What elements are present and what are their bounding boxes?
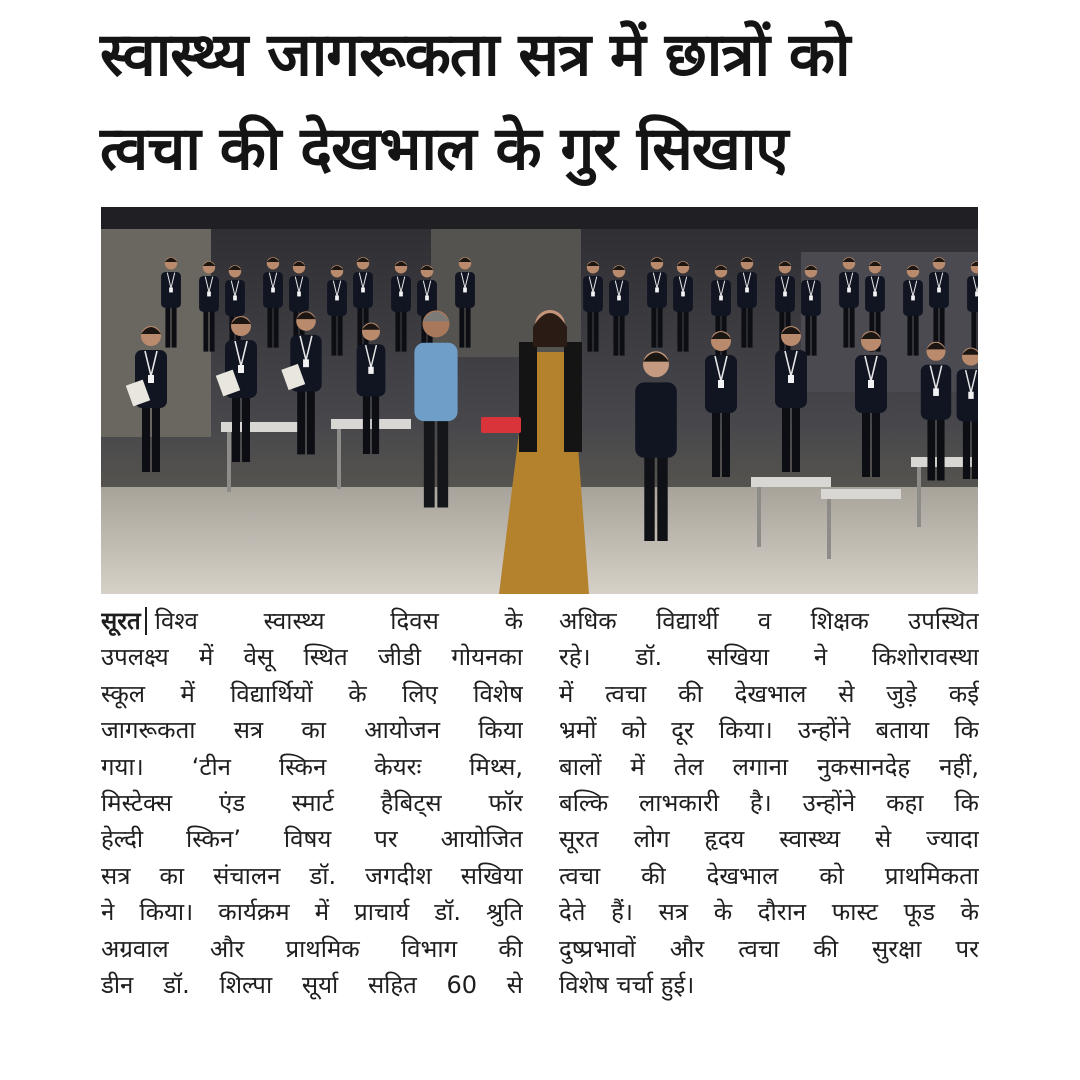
id-card (745, 287, 749, 292)
person-leg (805, 312, 810, 355)
id-card (655, 287, 659, 292)
person-leg (684, 308, 689, 351)
article-line: में त्वचा की देखभाल से जुड़े कई (559, 679, 979, 708)
person-leg (172, 304, 177, 347)
person-leg (242, 392, 250, 462)
desk-leg (917, 467, 921, 527)
person-leg (274, 304, 279, 347)
id-card (719, 295, 723, 300)
jacket-left (519, 342, 537, 452)
id-card (847, 287, 851, 292)
person-leg (843, 304, 848, 347)
id-card (788, 375, 794, 383)
id-card (873, 291, 877, 296)
person-leg (644, 450, 654, 541)
person-leg (862, 407, 870, 477)
article-line: सूरत लोग हृदय स्वास्थ्य से ज्यादा (559, 825, 979, 854)
article-line: उपलक्ष्य में वेसू स्थित जीडी गोयनका (101, 643, 523, 672)
news-photo (101, 207, 978, 594)
person-leg (872, 407, 880, 477)
dateline: सूरत (101, 607, 147, 635)
person-leg (357, 304, 362, 347)
person-leg (741, 304, 746, 347)
article-line: मिस्टेक्स एंड स्मार्ट हैबिट्स फॉर (101, 789, 523, 818)
photo-wall-panel (801, 252, 978, 392)
article-line: अधिक विद्यार्थी व शिक्षक उपस्थित (559, 607, 979, 635)
person-leg (937, 414, 945, 481)
id-card (718, 380, 724, 388)
desk (821, 489, 901, 499)
id-card (591, 291, 595, 296)
article-line-text: विश्व स्वास्थ्य दिवस के (154, 607, 523, 635)
photo-ceiling (101, 207, 978, 229)
person-leg (267, 304, 272, 347)
person-leg (307, 386, 315, 455)
article-line: सत्र का संचालन डॉ. जगदीश सखिया (101, 861, 523, 890)
person-leg (363, 391, 370, 454)
person-leg (594, 308, 599, 351)
person-leg (748, 304, 753, 347)
jacket-right (564, 342, 582, 452)
article-line: बालों में तेल लगाना नुकसानदेह नहीं, (559, 752, 979, 781)
person-leg (712, 407, 720, 477)
id-card (783, 291, 787, 296)
person-leg (142, 402, 150, 472)
person-leg (297, 386, 305, 455)
article-line (101, 603, 523, 639)
id-card (368, 367, 373, 374)
id-card (933, 388, 939, 396)
article-line: देते हैं। सत्र के दौरान फास्ट फूड के (559, 898, 979, 927)
id-card (617, 295, 621, 300)
person-leg (459, 304, 464, 347)
id-card (233, 295, 237, 300)
id-card (335, 295, 339, 300)
id-card (271, 287, 275, 292)
person-torso (414, 343, 457, 421)
article-line: त्वचा की देखभाल को प्राथमिकता (559, 861, 979, 890)
id-card (868, 380, 874, 388)
person-leg (907, 312, 912, 355)
person-leg (331, 312, 336, 355)
person-leg (850, 304, 855, 347)
desk (751, 477, 831, 487)
id-card (975, 291, 978, 296)
id-card (169, 287, 173, 292)
id-card (399, 291, 403, 296)
gift-box (481, 417, 521, 433)
person-leg (914, 312, 919, 355)
article-line: रहे। डॉ. सखिया ने किशोरावस्था (559, 643, 979, 672)
id-card (303, 359, 309, 367)
person-leg (927, 414, 935, 481)
person-leg (424, 413, 435, 508)
person-leg (203, 308, 208, 351)
article-column-right (559, 603, 979, 1003)
article-column-left (101, 603, 523, 1003)
desk-leg (337, 429, 341, 489)
article-line: डीन डॉ. शिल्पा सूर्या सहित 60 से (101, 971, 523, 1000)
id-card (463, 287, 467, 292)
person-leg (613, 312, 618, 355)
id-card (148, 375, 154, 383)
id-card (238, 365, 244, 373)
article-line: भ्रमों को दूर किया। उन्होंने बताया कि (559, 716, 979, 745)
headline (100, 8, 980, 196)
person-leg (658, 304, 663, 347)
article-line: हेल्दी स्किन’ विषय पर आयोजित (101, 825, 523, 854)
id-card (809, 295, 813, 300)
article-line: जागरूकता सत्र का आयोजन किया (101, 716, 523, 745)
person-torso (635, 382, 677, 457)
desk-leg (827, 499, 831, 559)
person-leg (940, 304, 945, 347)
person-leg (152, 402, 160, 472)
id-card (968, 392, 973, 399)
person-leg (466, 304, 471, 347)
person-leg (657, 450, 667, 541)
person-leg (677, 308, 682, 351)
person-leg (338, 312, 343, 355)
id-card (207, 291, 211, 296)
desk-leg (227, 432, 231, 492)
article-line: बल्कि लाभकारी है। उन्होंने कहा कि (559, 789, 979, 818)
desk (331, 419, 411, 429)
person-leg (963, 416, 970, 479)
article-line: गया। ‘टीन स्किन केयरः मिथ्स, (101, 752, 523, 781)
person-leg (232, 392, 240, 462)
person-leg (395, 308, 400, 351)
person-leg (722, 407, 730, 477)
desk-leg (757, 487, 761, 547)
person-leg (210, 308, 215, 351)
person-leg (971, 308, 976, 351)
person-leg (812, 312, 817, 355)
id-card (911, 295, 915, 300)
person-leg (402, 308, 407, 351)
article-line: अग्रवाल और प्राथमिक विभाग की (101, 934, 523, 963)
id-card (937, 287, 941, 292)
person-leg (792, 402, 800, 472)
article-line: विशेष चर्चा हुई। (559, 971, 695, 1000)
person-leg (620, 312, 625, 355)
person-leg (165, 304, 170, 347)
person-leg (437, 413, 448, 508)
id-card (297, 291, 301, 296)
person-leg (782, 402, 790, 472)
group-photo-illustration (101, 207, 978, 594)
article-line: दुष्प्रभावों और त्वचा की सुरक्षा पर (559, 934, 979, 963)
person-leg (651, 304, 656, 347)
article-line: ने किया। कार्यक्रम में प्राचार्य डॉ. श्रुति (101, 898, 523, 927)
headline-line-2: त्वचा की देखभाल के गुर सिखाए (100, 114, 788, 184)
article-line: स्कूल में विद्यार्थियों के लिए विशेष (101, 679, 523, 708)
headline-line-1: स्वास्थ्य जागरूकता सत्र में छात्रों को (100, 20, 850, 90)
person-leg (372, 391, 379, 454)
person-leg (587, 308, 592, 351)
person-leg (933, 304, 938, 347)
id-card (425, 295, 429, 300)
id-card (361, 287, 365, 292)
id-card (681, 291, 685, 296)
person-leg (972, 416, 978, 479)
